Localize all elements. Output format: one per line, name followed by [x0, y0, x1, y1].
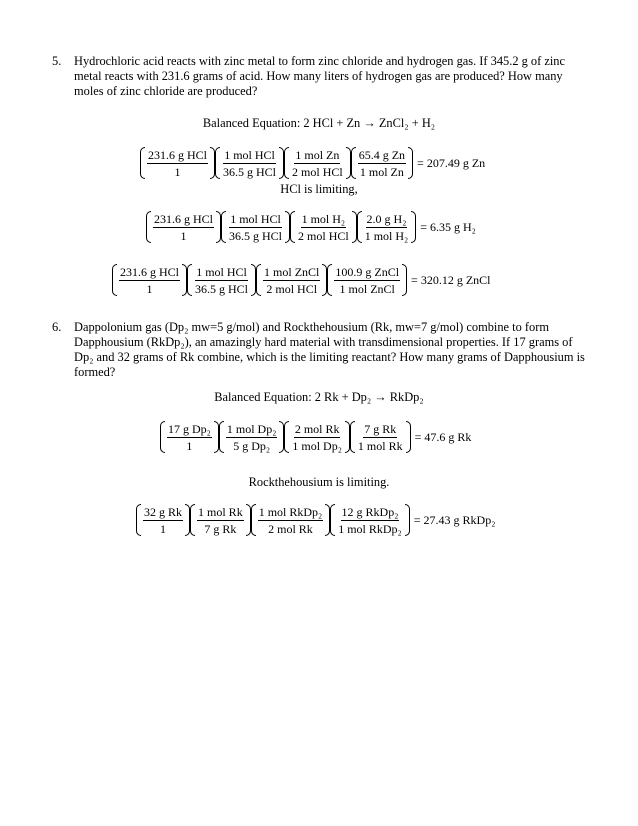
fraction	[165, 422, 214, 453]
denominator: 7 g Rk	[204, 521, 237, 536]
limiting-statement: Rockthehousium is limiting.	[248, 475, 390, 489]
numerator: 2.0 g H₂	[366, 211, 407, 226]
factor-1	[112, 264, 187, 296]
calculation	[146, 211, 476, 243]
denominator: 1 mol RkDp₂	[338, 521, 402, 536]
denominator: 1 mol Rk	[357, 438, 403, 453]
denominator: 36.5 g HCl	[195, 281, 249, 296]
fraction	[226, 212, 285, 243]
fraction	[362, 212, 412, 243]
right-paren	[405, 504, 410, 536]
factor-1	[160, 421, 219, 453]
denominator: 36.5 g HCl	[223, 164, 277, 179]
numerator: 100.9 g ZnCl	[335, 264, 400, 279]
fraction	[335, 505, 405, 536]
factor-3	[251, 504, 331, 536]
right-paren	[402, 264, 407, 296]
numerator: 1 mol Rk	[198, 504, 243, 519]
fraction	[141, 505, 185, 536]
denominator: 2 mol HCl	[266, 281, 318, 296]
calculation	[136, 504, 495, 536]
fraction	[256, 505, 326, 536]
numerator: 1 mol H₂	[301, 211, 346, 226]
fraction	[192, 265, 251, 296]
right-paren	[411, 211, 416, 243]
result: = 47.6 g Rk	[414, 429, 472, 444]
denominator: 1	[180, 228, 187, 243]
numerator: 32 g Rk	[144, 504, 183, 519]
calculation	[160, 421, 471, 453]
fraction	[220, 148, 279, 179]
right-paren	[406, 421, 411, 453]
numerator: 1 mol HCl	[230, 211, 281, 226]
fraction	[289, 422, 345, 453]
denominator: 2 mol HCl	[298, 228, 349, 243]
numerator: 1 mol ZnCl	[264, 264, 320, 279]
denominator: 1	[146, 281, 153, 296]
numerator: 231.6 g HCl	[148, 147, 208, 162]
factor-4	[330, 504, 410, 536]
factor-3	[284, 421, 350, 453]
problem-text: Dappolonium gas (Dp₂ mw=5 g/mol) and Rockthehousium (Rk, mw=7 g/mol) combine to form Dapphousium (RkDp₂), an amazingly hard material with transdimensional properties. If 17 grams of Dp₂ and 32 grams of Rk combine, which is the limiting reactant? How many grams of Dapphousium is formed?	[74, 320, 585, 379]
numerator: 7 g Rk	[364, 421, 397, 436]
factor-1	[136, 504, 190, 536]
factor-2	[190, 504, 251, 536]
numerator: 1 mol HCl	[196, 264, 247, 279]
numerator: 12 g RkDp₂	[341, 504, 399, 519]
right-paren	[408, 147, 413, 179]
factor-2	[219, 421, 285, 453]
fraction	[151, 212, 216, 243]
denominator: 1	[160, 521, 166, 536]
problem-6	[52, 320, 592, 380]
factor-4	[350, 421, 411, 453]
denominator: 1	[174, 164, 181, 179]
numerator: 1 mol Dp₂	[226, 421, 277, 436]
fraction	[356, 148, 408, 179]
denominator: 2 mol HCl	[292, 164, 343, 179]
factor-2	[221, 211, 290, 243]
fraction	[289, 148, 346, 179]
factor-4	[351, 147, 413, 179]
factor-1	[140, 147, 215, 179]
numerator: 1 mol Zn	[295, 147, 340, 162]
result: = 207.49 g Zn	[417, 155, 486, 170]
denominator: 1 mol Zn	[359, 164, 404, 179]
factor-3	[284, 147, 351, 179]
numerator: 231.6 g HCl	[154, 211, 214, 226]
denominator: 36.5 g HCl	[229, 228, 283, 243]
denominator: 1 mol Dp₂	[292, 438, 342, 453]
numerator: 17 g Dp₂	[168, 421, 211, 436]
factor-1	[146, 211, 221, 243]
result: = 27.43 g RkDp₂	[413, 512, 496, 527]
numerator: 2 mol Rk	[294, 421, 340, 436]
factor-3	[290, 211, 357, 243]
fraction	[332, 265, 402, 296]
factor-4	[357, 211, 417, 243]
factor-2	[215, 147, 284, 179]
problem-text: Hydrochloric acid reacts with zinc metal to form zinc chloride and hydrogen gas. If 345.2 g of zinc metal reacts with 231.6 grams of acid. How many liters of hydrogen gas are produced? How many moles of zinc chloride are produced?	[74, 54, 565, 98]
factor-2	[187, 264, 256, 296]
fraction	[355, 422, 406, 453]
problem-number: 6.	[52, 320, 62, 334]
denominator: 1	[186, 438, 193, 453]
factor-4	[327, 264, 407, 296]
denominator: 2 mol Rk	[268, 521, 313, 536]
numerator: 65.4 g Zn	[358, 147, 406, 162]
problem-5	[52, 54, 592, 99]
numerator: 1 mol RkDp₂	[258, 504, 323, 519]
calculation	[140, 147, 485, 179]
limiting-statement: HCl is limiting,	[280, 182, 358, 196]
result: = 6.35 g H₂	[420, 219, 476, 234]
balanced-equation: Balanced Equation: 2 HCl + Zn → ZnCl₂ + H₂	[202, 116, 436, 130]
calculation	[112, 264, 490, 296]
denominator: 1 mol ZnCl	[339, 281, 395, 296]
fraction	[295, 212, 352, 243]
numerator: 1 mol HCl	[224, 147, 275, 162]
factor-3	[256, 264, 327, 296]
fraction	[261, 265, 322, 296]
balanced-equation: Balanced Equation: 2 Rk + Dp₂ → RkDp₂	[214, 390, 424, 404]
fraction	[224, 422, 280, 453]
numerator: 231.6 g HCl	[120, 264, 180, 279]
denominator: 5 g Dp₂	[233, 438, 271, 453]
problem-number: 5.	[52, 54, 62, 68]
fraction	[145, 148, 210, 179]
denominator: 1 mol H₂	[364, 228, 409, 243]
fraction	[195, 505, 246, 536]
fraction	[117, 265, 182, 296]
result: = 320.12 g ZnCl	[411, 272, 491, 287]
